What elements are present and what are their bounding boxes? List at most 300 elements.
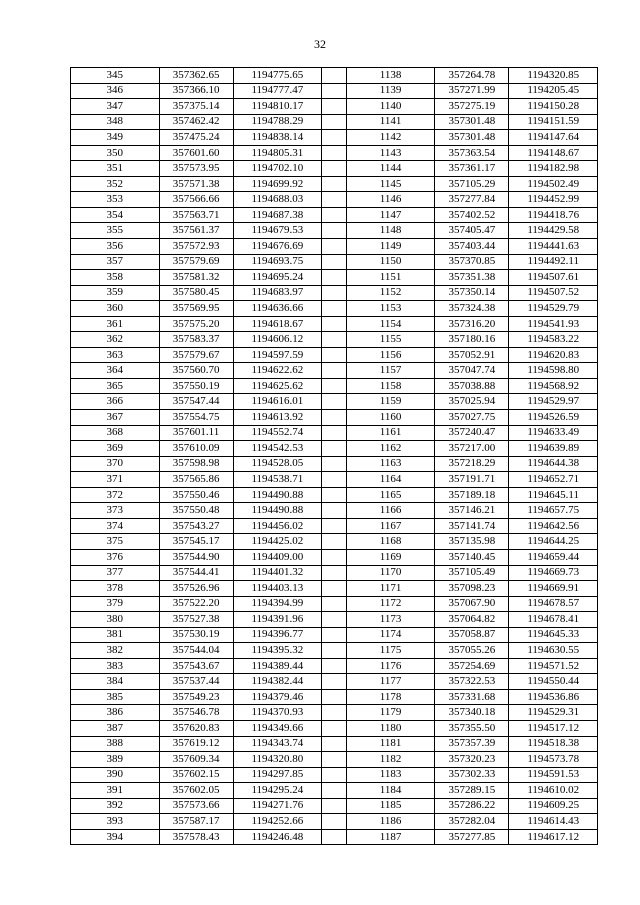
y-coordinate-cell: 1194610.02: [509, 783, 598, 799]
y-coordinate-cell: 1194492.11: [509, 254, 598, 270]
x-coordinate-cell: 357105.29: [435, 176, 509, 192]
y-coordinate-cell: 1194456.02: [233, 518, 322, 534]
x-coordinate-cell: 357324.38: [435, 301, 509, 317]
point-number-cell: 1156: [346, 347, 435, 363]
point-number-cell: 1145: [346, 176, 435, 192]
column-separator-cell: [322, 394, 347, 410]
y-coordinate-cell: 1194568.92: [509, 378, 598, 394]
x-coordinate-cell: 357058.87: [435, 627, 509, 643]
x-coordinate-cell: 357579.67: [159, 347, 233, 363]
column-separator-cell: [322, 441, 347, 457]
y-coordinate-cell: 1194147.64: [509, 130, 598, 146]
column-separator-cell: [322, 487, 347, 503]
table-row: [71, 689, 598, 705]
column-separator-cell: [322, 239, 347, 255]
column-separator-cell: [322, 596, 347, 612]
point-number-cell: 1175: [346, 643, 435, 659]
column-separator-cell: [322, 674, 347, 690]
x-coordinate-cell: 357264.78: [435, 68, 509, 84]
column-separator-cell: [322, 705, 347, 721]
point-number-cell: 394: [71, 829, 160, 845]
point-number-cell: 1187: [346, 829, 435, 845]
y-coordinate-cell: 1194490.88: [233, 503, 322, 519]
point-number-cell: 365: [71, 378, 160, 394]
table-row: [71, 814, 598, 830]
y-coordinate-cell: 1194151.59: [509, 114, 598, 130]
table-row: [71, 301, 598, 317]
table-row: [71, 378, 598, 394]
y-coordinate-cell: 1194669.91: [509, 581, 598, 597]
column-separator-cell: [322, 363, 347, 379]
point-number-cell: 377: [71, 565, 160, 581]
y-coordinate-cell: 1194617.12: [509, 829, 598, 845]
x-coordinate-cell: 357191.71: [435, 472, 509, 488]
point-number-cell: 1169: [346, 549, 435, 565]
point-number-cell: 1141: [346, 114, 435, 130]
y-coordinate-cell: 1194382.44: [233, 674, 322, 690]
table-row: [71, 410, 598, 426]
point-number-cell: 1184: [346, 783, 435, 799]
y-coordinate-cell: 1194518.38: [509, 736, 598, 752]
y-coordinate-cell: 1194389.44: [233, 658, 322, 674]
x-coordinate-cell: 357254.69: [435, 658, 509, 674]
table-row: [71, 441, 598, 457]
y-coordinate-cell: 1194320.80: [233, 752, 322, 768]
x-coordinate-cell: 357282.04: [435, 814, 509, 830]
point-number-cell: 1148: [346, 223, 435, 239]
point-number-cell: 383: [71, 658, 160, 674]
x-coordinate-cell: 357240.47: [435, 425, 509, 441]
x-coordinate-cell: 357275.19: [435, 99, 509, 115]
page-number: 32: [314, 37, 326, 51]
point-number-cell: 346: [71, 83, 160, 99]
x-coordinate-cell: 357620.83: [159, 720, 233, 736]
table-row: [71, 425, 598, 441]
point-number-cell: 355: [71, 223, 160, 239]
column-separator-cell: [322, 581, 347, 597]
x-coordinate-cell: 357560.70: [159, 363, 233, 379]
table-row: [71, 658, 598, 674]
y-coordinate-cell: 1194614.43: [509, 814, 598, 830]
table-row: [71, 736, 598, 752]
x-coordinate-cell: 357098.23: [435, 581, 509, 597]
x-coordinate-cell: 357302.33: [435, 767, 509, 783]
x-coordinate-cell: 357350.14: [435, 285, 509, 301]
x-coordinate-cell: 357602.05: [159, 783, 233, 799]
x-coordinate-cell: 357545.17: [159, 534, 233, 550]
y-coordinate-cell: 1194391.96: [233, 612, 322, 628]
y-coordinate-cell: 1194597.59: [233, 347, 322, 363]
point-number-cell: 373: [71, 503, 160, 519]
table-row: [71, 176, 598, 192]
point-number-cell: 1166: [346, 503, 435, 519]
point-number-cell: 1165: [346, 487, 435, 503]
point-number-cell: 1162: [346, 441, 435, 457]
point-number-cell: 1180: [346, 720, 435, 736]
point-number-cell: 1151: [346, 270, 435, 286]
column-separator-cell: [322, 503, 347, 519]
y-coordinate-cell: 1194529.31: [509, 705, 598, 721]
x-coordinate-cell: 357052.91: [435, 347, 509, 363]
x-coordinate-cell: 357180.16: [435, 332, 509, 348]
x-coordinate-cell: 357286.22: [435, 798, 509, 814]
point-number-cell: 1149: [346, 239, 435, 255]
y-coordinate-cell: 1194252.66: [233, 814, 322, 830]
table-row: [71, 254, 598, 270]
x-coordinate-cell: 357141.74: [435, 518, 509, 534]
column-separator-cell: [322, 736, 347, 752]
y-coordinate-cell: 1194679.53: [233, 223, 322, 239]
y-coordinate-cell: 1194507.52: [509, 285, 598, 301]
y-coordinate-cell: 1194775.65: [233, 68, 322, 84]
table-row: [71, 565, 598, 581]
y-coordinate-cell: 1194571.52: [509, 658, 598, 674]
point-number-cell: 345: [71, 68, 160, 84]
x-coordinate-cell: 357550.46: [159, 487, 233, 503]
y-coordinate-cell: 1194297.85: [233, 767, 322, 783]
table-row: [71, 99, 598, 115]
x-coordinate-cell: 357610.09: [159, 441, 233, 457]
x-coordinate-cell: 357602.15: [159, 767, 233, 783]
y-coordinate-cell: 1194271.76: [233, 798, 322, 814]
point-number-cell: 372: [71, 487, 160, 503]
y-coordinate-cell: 1194633.49: [509, 425, 598, 441]
y-coordinate-cell: 1194395.32: [233, 643, 322, 659]
x-coordinate-cell: 357578.43: [159, 829, 233, 845]
column-separator-cell: [322, 254, 347, 270]
x-coordinate-cell: 357025.94: [435, 394, 509, 410]
y-coordinate-cell: 1194349.66: [233, 720, 322, 736]
column-separator-cell: [322, 518, 347, 534]
x-coordinate-cell: 357218.29: [435, 456, 509, 472]
x-coordinate-cell: 357064.82: [435, 612, 509, 628]
y-coordinate-cell: 1194683.97: [233, 285, 322, 301]
point-number-cell: 1157: [346, 363, 435, 379]
table-row: [71, 829, 598, 845]
y-coordinate-cell: 1194810.17: [233, 99, 322, 115]
x-coordinate-cell: 357549.23: [159, 689, 233, 705]
column-separator-cell: [322, 285, 347, 301]
x-coordinate-cell: 357277.84: [435, 192, 509, 208]
x-coordinate-cell: 357571.38: [159, 176, 233, 192]
y-coordinate-cell: 1194688.03: [233, 192, 322, 208]
point-number-cell: 361: [71, 316, 160, 332]
x-coordinate-cell: 357563.71: [159, 207, 233, 223]
table-row: [71, 767, 598, 783]
x-coordinate-cell: 357579.69: [159, 254, 233, 270]
point-number-cell: 1170: [346, 565, 435, 581]
x-coordinate-cell: 357601.11: [159, 425, 233, 441]
table-row: [71, 798, 598, 814]
x-coordinate-cell: 357289.15: [435, 783, 509, 799]
x-coordinate-cell: 357140.45: [435, 549, 509, 565]
y-coordinate-cell: 1194541.93: [509, 316, 598, 332]
y-coordinate-cell: 1194490.88: [233, 487, 322, 503]
column-separator-cell: [322, 68, 347, 84]
point-number-cell: 1186: [346, 814, 435, 830]
column-separator-cell: [322, 534, 347, 550]
x-coordinate-cell: 357544.90: [159, 549, 233, 565]
y-coordinate-cell: 1194526.59: [509, 410, 598, 426]
y-coordinate-cell: 1194625.62: [233, 378, 322, 394]
x-coordinate-cell: 357609.34: [159, 752, 233, 768]
y-coordinate-cell: 1194618.67: [233, 316, 322, 332]
y-coordinate-cell: 1194693.75: [233, 254, 322, 270]
point-number-cell: 1142: [346, 130, 435, 146]
y-coordinate-cell: 1194573.78: [509, 752, 598, 768]
point-number-cell: 363: [71, 347, 160, 363]
x-coordinate-cell: 357403.44: [435, 239, 509, 255]
y-coordinate-cell: 1194148.67: [509, 145, 598, 161]
y-coordinate-cell: 1194622.62: [233, 363, 322, 379]
point-number-cell: 1152: [346, 285, 435, 301]
point-number-cell: 353: [71, 192, 160, 208]
point-number-cell: 376: [71, 549, 160, 565]
column-separator-cell: [322, 752, 347, 768]
table-row: [71, 705, 598, 721]
x-coordinate-cell: 357301.48: [435, 130, 509, 146]
point-number-cell: 356: [71, 239, 160, 255]
column-separator-cell: [322, 223, 347, 239]
table-row: [71, 130, 598, 146]
point-number-cell: 1176: [346, 658, 435, 674]
y-coordinate-cell: 1194409.00: [233, 549, 322, 565]
point-number-cell: 392: [71, 798, 160, 814]
column-separator-cell: [322, 689, 347, 705]
x-coordinate-cell: 357067.90: [435, 596, 509, 612]
point-number-cell: 348: [71, 114, 160, 130]
table-row: [71, 612, 598, 628]
table-row: [71, 783, 598, 799]
column-separator-cell: [322, 161, 347, 177]
y-coordinate-cell: 1194613.92: [233, 410, 322, 426]
x-coordinate-cell: 357619.12: [159, 736, 233, 752]
column-separator-cell: [322, 207, 347, 223]
x-coordinate-cell: 357581.32: [159, 270, 233, 286]
y-coordinate-cell: 1194529.79: [509, 301, 598, 317]
y-coordinate-cell: 1194502.49: [509, 176, 598, 192]
x-coordinate-cell: 357575.20: [159, 316, 233, 332]
point-number-cell: 1146: [346, 192, 435, 208]
y-coordinate-cell: 1194636.66: [233, 301, 322, 317]
x-coordinate-cell: 357351.38: [435, 270, 509, 286]
point-number-cell: 352: [71, 176, 160, 192]
point-number-cell: 364: [71, 363, 160, 379]
point-number-cell: 1172: [346, 596, 435, 612]
point-number-cell: 1153: [346, 301, 435, 317]
table-row: [71, 503, 598, 519]
x-coordinate-cell: 357565.86: [159, 472, 233, 488]
column-separator-cell: [322, 114, 347, 130]
x-coordinate-cell: 357331.68: [435, 689, 509, 705]
table-row: [71, 270, 598, 286]
x-coordinate-cell: 357583.37: [159, 332, 233, 348]
y-coordinate-cell: 1194652.71: [509, 472, 598, 488]
y-coordinate-cell: 1194542.53: [233, 441, 322, 457]
point-number-cell: 371: [71, 472, 160, 488]
column-separator-cell: [322, 565, 347, 581]
column-separator-cell: [322, 798, 347, 814]
y-coordinate-cell: 1194644.38: [509, 456, 598, 472]
point-number-cell: 384: [71, 674, 160, 690]
y-coordinate-cell: 1194418.76: [509, 207, 598, 223]
y-coordinate-cell: 1194441.63: [509, 239, 598, 255]
point-number-cell: 387: [71, 720, 160, 736]
table-row: [71, 518, 598, 534]
y-coordinate-cell: 1194777.47: [233, 83, 322, 99]
y-coordinate-cell: 1194788.29: [233, 114, 322, 130]
x-coordinate-cell: 357544.41: [159, 565, 233, 581]
x-coordinate-cell: 357543.67: [159, 658, 233, 674]
y-coordinate-cell: 1194642.56: [509, 518, 598, 534]
column-separator-cell: [322, 176, 347, 192]
table-row: [71, 68, 598, 84]
y-coordinate-cell: 1194429.58: [509, 223, 598, 239]
x-coordinate-cell: 357537.44: [159, 674, 233, 690]
point-number-cell: 1138: [346, 68, 435, 84]
point-number-cell: 1168: [346, 534, 435, 550]
table-row: [71, 83, 598, 99]
y-coordinate-cell: 1194645.11: [509, 487, 598, 503]
x-coordinate-cell: 357405.47: [435, 223, 509, 239]
y-coordinate-cell: 1194702.10: [233, 161, 322, 177]
point-number-cell: 1159: [346, 394, 435, 410]
x-coordinate-cell: 357375.14: [159, 99, 233, 115]
y-coordinate-cell: 1194620.83: [509, 347, 598, 363]
column-separator-cell: [322, 829, 347, 845]
point-number-cell: 1143: [346, 145, 435, 161]
y-coordinate-cell: 1194552.74: [233, 425, 322, 441]
x-coordinate-cell: 357217.00: [435, 441, 509, 457]
point-number-cell: 360: [71, 301, 160, 317]
table-row: [71, 487, 598, 503]
x-coordinate-cell: 357316.20: [435, 316, 509, 332]
y-coordinate-cell: 1194678.57: [509, 596, 598, 612]
x-coordinate-cell: 357189.18: [435, 487, 509, 503]
point-number-cell: 347: [71, 99, 160, 115]
x-coordinate-cell: 357573.66: [159, 798, 233, 814]
point-number-cell: 1158: [346, 378, 435, 394]
point-number-cell: 388: [71, 736, 160, 752]
table-row: [71, 581, 598, 597]
y-coordinate-cell: 1194606.12: [233, 332, 322, 348]
point-number-cell: 370: [71, 456, 160, 472]
point-number-cell: 380: [71, 612, 160, 628]
column-separator-cell: [322, 347, 347, 363]
y-coordinate-cell: 1194182.98: [509, 161, 598, 177]
x-coordinate-cell: 357301.48: [435, 114, 509, 130]
table-row: [71, 207, 598, 223]
point-number-cell: 393: [71, 814, 160, 830]
x-coordinate-cell: 357601.60: [159, 145, 233, 161]
table-row: [71, 332, 598, 348]
point-number-cell: 1179: [346, 705, 435, 721]
point-number-cell: 1144: [346, 161, 435, 177]
point-number-cell: 390: [71, 767, 160, 783]
point-number-cell: 350: [71, 145, 160, 161]
x-coordinate-cell: 357546.78: [159, 705, 233, 721]
point-number-cell: 349: [71, 130, 160, 146]
x-coordinate-cell: 357105.49: [435, 565, 509, 581]
y-coordinate-cell: 1194659.44: [509, 549, 598, 565]
point-number-cell: 381: [71, 627, 160, 643]
point-number-cell: 1182: [346, 752, 435, 768]
point-number-cell: 354: [71, 207, 160, 223]
y-coordinate-cell: 1194639.89: [509, 441, 598, 457]
table-row: [71, 114, 598, 130]
point-number-cell: 1185: [346, 798, 435, 814]
y-coordinate-cell: 1194678.41: [509, 612, 598, 628]
table-row: [71, 145, 598, 161]
column-separator-cell: [322, 316, 347, 332]
x-coordinate-cell: 357554.75: [159, 410, 233, 426]
x-coordinate-cell: 357573.95: [159, 161, 233, 177]
x-coordinate-cell: 357357.39: [435, 736, 509, 752]
point-number-cell: 362: [71, 332, 160, 348]
table-row: [71, 394, 598, 410]
table-row: [71, 223, 598, 239]
point-number-cell: 1147: [346, 207, 435, 223]
x-coordinate-cell: 357587.17: [159, 814, 233, 830]
x-coordinate-cell: 357361.17: [435, 161, 509, 177]
y-coordinate-cell: 1194205.45: [509, 83, 598, 99]
column-separator-cell: [322, 270, 347, 286]
y-coordinate-cell: 1194343.74: [233, 736, 322, 752]
point-number-cell: 1154: [346, 316, 435, 332]
point-number-cell: 369: [71, 441, 160, 457]
x-coordinate-cell: 357561.37: [159, 223, 233, 239]
column-separator-cell: [322, 301, 347, 317]
table-row: [71, 347, 598, 363]
column-separator-cell: [322, 767, 347, 783]
y-coordinate-cell: 1194687.38: [233, 207, 322, 223]
table-row: [71, 316, 598, 332]
y-coordinate-cell: 1194370.93: [233, 705, 322, 721]
y-coordinate-cell: 1194805.31: [233, 145, 322, 161]
y-coordinate-cell: 1194425.02: [233, 534, 322, 550]
x-coordinate-cell: 357027.75: [435, 410, 509, 426]
column-separator-cell: [322, 549, 347, 565]
x-coordinate-cell: 357475.24: [159, 130, 233, 146]
point-number-cell: 1164: [346, 472, 435, 488]
y-coordinate-cell: 1194645.33: [509, 627, 598, 643]
column-separator-cell: [322, 643, 347, 659]
y-coordinate-cell: 1194538.71: [233, 472, 322, 488]
y-coordinate-cell: 1194609.25: [509, 798, 598, 814]
column-separator-cell: [322, 472, 347, 488]
y-coordinate-cell: 1194676.69: [233, 239, 322, 255]
column-separator-cell: [322, 378, 347, 394]
y-coordinate-cell: 1194150.28: [509, 99, 598, 115]
column-separator-cell: [322, 145, 347, 161]
y-coordinate-cell: 1194379.46: [233, 689, 322, 705]
y-coordinate-cell: 1194401.32: [233, 565, 322, 581]
table-row: [71, 192, 598, 208]
table-row: [71, 456, 598, 472]
x-coordinate-cell: 357055.26: [435, 643, 509, 659]
x-coordinate-cell: 357038.88: [435, 378, 509, 394]
point-number-cell: 1174: [346, 627, 435, 643]
y-coordinate-cell: 1194644.25: [509, 534, 598, 550]
x-coordinate-cell: 357550.19: [159, 378, 233, 394]
coordinates-table: [70, 67, 598, 845]
x-coordinate-cell: 357402.52: [435, 207, 509, 223]
column-separator-cell: [322, 627, 347, 643]
table-row: [71, 534, 598, 550]
column-separator-cell: [322, 425, 347, 441]
point-number-cell: 357: [71, 254, 160, 270]
point-number-cell: 1160: [346, 410, 435, 426]
